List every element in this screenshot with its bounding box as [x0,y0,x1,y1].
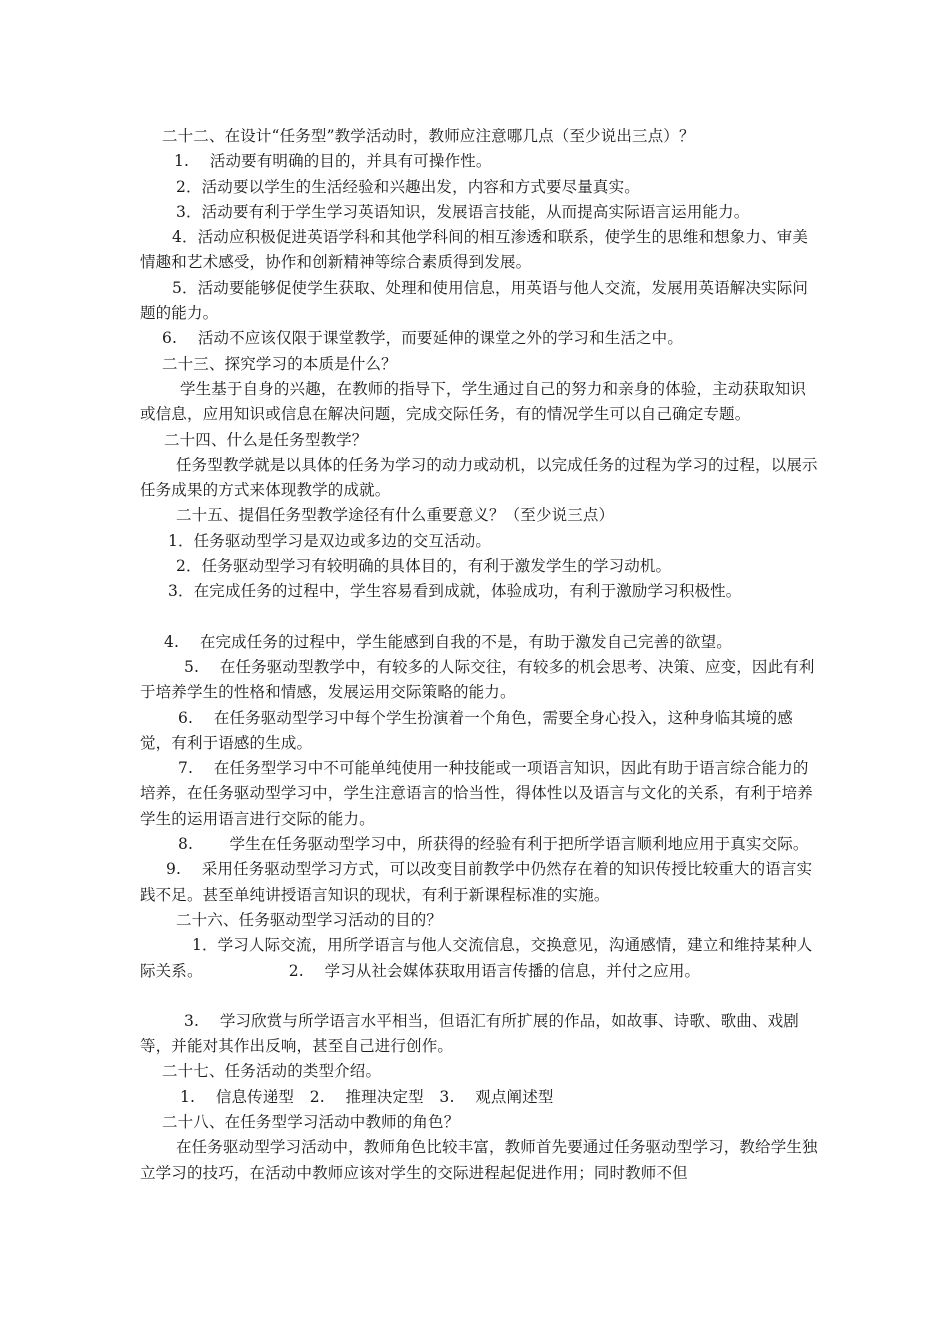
paragraph: 4. 在完成任务的过程中，学生能感到自我的不是，有助于激发自己完善的欲望。 [164,632,732,651]
blank-line [140,984,820,1009]
paragraph: 4．活动应积极促进英语学科和其他学科间的相互渗透和联系，使学生的思维和想象力、审美情趣和艺术感受，协作和创新精神等综合素质得到发展。 [140,228,809,272]
paragraph: 7. 在任务型学习中不可能单纯使用一种技能或一项语言知识，因此有助于语言综合能力的培养，在任务驱动型学习中，学生注意语言的恰当性，得体性以及语言与文化的关系，有利于培养学生的运用语言进行交际的能力。 [140,759,813,828]
paragraph: 3．在完成任务的过程中，学生容易看到成就，体验成功，有利于激励学习积极性。 [168,582,742,601]
paragraph: 8. 学生在任务驱动型学习中，所获得的经验有利于把所学语言顺利地应用于真实交际。 [178,835,809,854]
paragraph: 2．活动要以学生的生活经验和兴趣出发，内容和方式要尽量真实。 [176,177,640,196]
paragraph: 1. 活动要有明确的目的，并具有可操作性。 [174,152,492,171]
paragraph: 学生基于自身的兴趣，在教师的指导下，学生通过自己的努力和亲身的体验，主动获取知识或信息，应用知识或信息在解决问题，完成交际任务，有的情况学生可以自己确定专题。 [140,379,807,424]
paragraph: 二十三、探究学习的本质是什么？ [162,354,397,373]
paragraph: 3. 学习欣赏与所学语言水平相当，但语汇有所扩展的作品，如故事、诗歌、歌曲、戏剧等，并能对其作出反响，甚至自己进行创作。 [140,1011,799,1056]
paragraph: 二十七、任务活动的类型介绍。 [162,1062,382,1081]
blank-line [140,605,820,630]
paragraph: 二十五、提倡任务型教学途径有什么重要意义？（至少说三点） [176,506,615,525]
paragraph: 2．任务驱动型学习有较明确的具体目的，有利于激发学生的学习动机。 [176,557,672,576]
paragraph: 在任务驱动型学习活动中，教师角色比较丰富，教师首先要通过任务驱动型学习，教给学生独立学习的技巧，在活动中教师应该对学生的交际进程起促进作用；同时教师不但 [140,1138,818,1182]
paragraph: 1．学习人际交流，用所学语言与他人交流信息，交换意见，沟通感情，建立和维持某种人际关系。 2. 学习从社会媒体获取用语言传播的信息，并付之应用。 [140,936,813,980]
paragraph: 9. 采用任务驱动型学习方式，可以改变目前教学中仍然存在着的知识传授比较重大的语言实践不足。甚至单纯讲授语言知识的现状，有利于新课程标准的实施。 [140,860,813,904]
paragraph: 3．活动要有利于学生学习英语知识，发展语言技能，从而提高实际语言运用能力。 [176,202,750,221]
paragraph: 1. 信息传递型 2. 推理决定型 3. 观点阐述型 [180,1087,554,1106]
paragraph: 二十四、什么是任务型教学？ [164,430,368,449]
paragraph: 二十六、任务驱动型学习活动的目的？ [176,910,443,929]
paragraph: 6. 活动不应该仅限于课堂教学，而要延伸的课堂之外的学习和生活之中。 [162,329,683,348]
paragraph: 二十八、在任务型学习活动中教师的角色？ [162,1112,460,1131]
paragraph: 5．活动要能够促使学生获取、处理和使用信息，用英语与他人交流，发展用英语解决实际问题的能力。 [140,278,809,323]
document-body [140,124,820,1186]
paragraph: 1．任务驱动型学习是双边或多边的交互活动。 [168,531,492,550]
paragraph: 5. 在任务驱动型教学中，有较多的人际交往，有较多的机会思考、决策、应变，因此有利于培养学生的性格和情感，发展运用交际策略的能力。 [140,657,815,702]
paragraph: 二十二、在设计“任务型”教学活动时，教师应注意哪几点（至少说出三点）？ [162,127,695,145]
paragraph: 任务型教学就是以具体的任务为学习的动力或动机，以完成任务的过程为学习的过程，以展示任务成果的方式来体现教学的成就。 [140,455,818,500]
paragraph: 6. 在任务驱动型学习中每个学生扮演着一个角色，需要全身心投入，这种身临其境的感觉，有利于语感的生成。 [140,708,793,752]
